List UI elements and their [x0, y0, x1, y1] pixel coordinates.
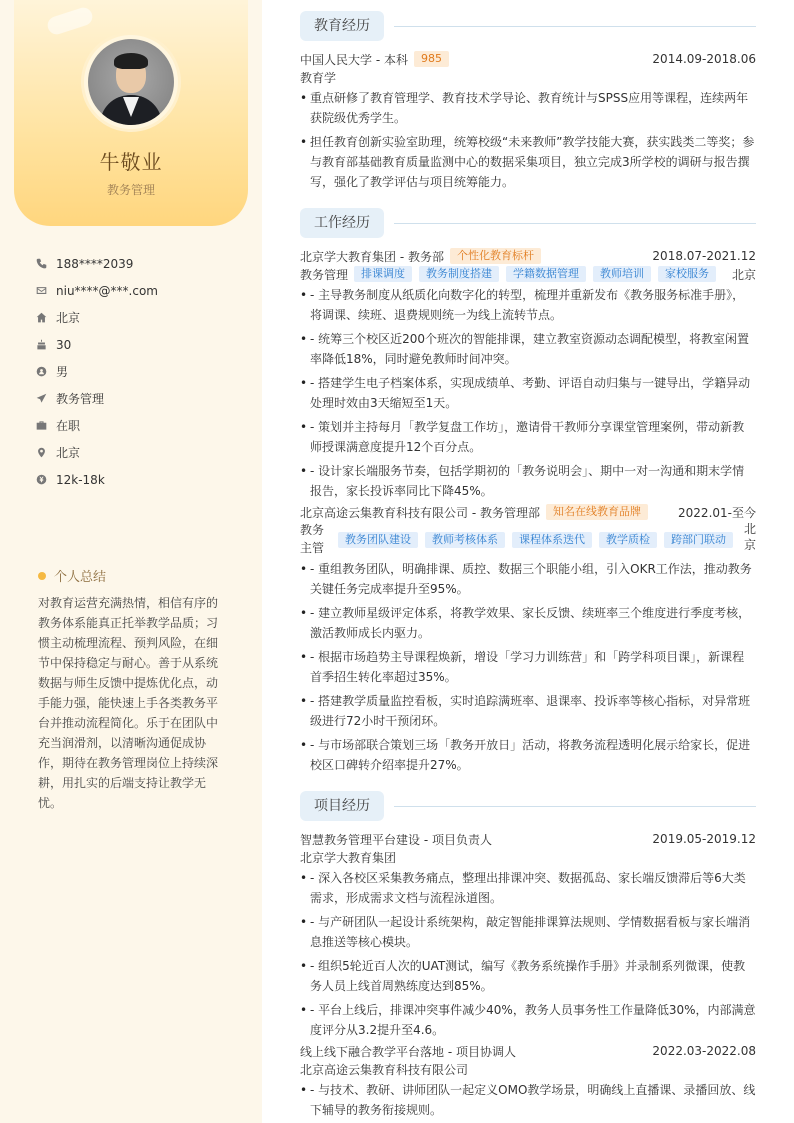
- company-name: 北京高途云集教育科技有限公司 - 教务管理部: [300, 505, 540, 520]
- project-org: 北京学大教育集团: [300, 850, 397, 865]
- project-entry: [300, 1042, 756, 1120]
- contact-email: [36, 277, 246, 304]
- project-name: 智慧教务管理平台建设 - 项目负责人: [300, 832, 492, 847]
- divider: [394, 806, 756, 807]
- skill-tag: 教学质检: [599, 532, 657, 548]
- section-work-header: [300, 208, 756, 238]
- bullet-dot-icon: [38, 572, 46, 580]
- education-entry: [300, 50, 756, 192]
- education-bullets: [300, 88, 756, 192]
- education-major: 教育学: [300, 70, 337, 85]
- job-position: 教务管理: [300, 267, 349, 282]
- skill-tag: 教务制度搭建: [419, 266, 499, 282]
- list-item: • - 与技术、教研、讲师团队一起定义OMO教学场景，明确线上直播课、录播回放、线下辅导的教务衔接规则。: [300, 1080, 756, 1120]
- project-date: 2019.05-2019.12: [652, 832, 756, 846]
- skill-tag: 课程体系迭代: [512, 532, 592, 548]
- company-badge: 个性化教育标杆: [450, 248, 541, 264]
- profile-name: 牛敬业: [99, 150, 163, 174]
- job-entry: [300, 247, 756, 501]
- list-item: • - 设计家长端服务节奏，包括学期初的「教务说明会」、期中一对一沟通和期末学情报告，家长投诉率同比下降45%。: [300, 461, 756, 501]
- company-name: 北京学大教育集团 - 教务部: [300, 249, 444, 264]
- contact-value: 北京: [56, 311, 81, 325]
- send-icon: [36, 393, 47, 404]
- skill-tag: 排课调度: [354, 266, 412, 282]
- divider: [394, 223, 756, 224]
- project-entry: [300, 830, 756, 1040]
- project-date: 2022.03-2022.08: [652, 1044, 756, 1058]
- job-date: 2018.07-2021.12: [652, 249, 756, 263]
- list-item: • - 根据市场趋势主导课程焕新，增设「学习力训练营」和「跨学科项目课」，新课程首季招生转化率超过35%。: [300, 647, 756, 687]
- education-date: 2014.09-2018.06: [652, 52, 756, 66]
- summary-heading: [38, 566, 106, 585]
- contact-status: [36, 412, 246, 439]
- list-item: • - 与市场部联合策划三场「教务开放日」活动，将教务流程透明化展示给家长，促进校区口碑转介绍率提升27%。: [300, 735, 756, 775]
- contact-gender: [36, 358, 246, 385]
- profile-role: 教务管理: [106, 183, 155, 197]
- mail-icon: [36, 285, 47, 296]
- contact-value: 男: [56, 365, 69, 379]
- job-city: 北 京: [743, 522, 756, 552]
- skill-tag: 家校服务: [658, 266, 716, 282]
- contact-location: [36, 439, 246, 466]
- contact-salary: [36, 466, 246, 493]
- job-position: 教务 主管: [300, 523, 325, 555]
- briefcase-icon: [36, 420, 47, 431]
- contact-value: 在职: [56, 419, 81, 433]
- contact-value: 12k-18k: [56, 472, 105, 487]
- contact-hometown: [36, 304, 246, 331]
- list-item: • 重点研修了教育管理学、教育技术学导论、教育统计与SPSS应用等课程，连续两年获院级优秀学生。: [300, 88, 756, 128]
- school-name: 中国人民大学 - 本科: [300, 52, 408, 67]
- job-bullets: [300, 559, 756, 775]
- section-title: 教育经历: [300, 11, 384, 41]
- skill-tag: 跨部门联动: [664, 532, 733, 548]
- summary-title: 个人总结: [54, 570, 107, 585]
- skill-tag: 教师考核体系: [425, 532, 505, 548]
- list-item: • - 统筹三个校区近200个班次的智能排课，建立教室资源动态调配模型，将教室闲置率降低18%，同时避免教师时间冲突。: [300, 329, 756, 369]
- sidebar: [0, 0, 262, 1123]
- avatar: [88, 39, 174, 125]
- section-projects-header: [300, 791, 756, 821]
- school-badge: 985: [414, 51, 449, 67]
- section-education-header: [300, 11, 756, 41]
- list-item: • - 搭建学生电子档案体系，实现成绩单、考勤、评语自动归集与一键导出，学籍异动处理时效由3天缩短至1天。: [300, 373, 756, 413]
- list-item: • - 与产研团队一起设计系统架构，敲定智能排课算法规则、学情数据看板与家长端消息推送等核心模块。: [300, 912, 756, 952]
- job-bullets: [300, 285, 756, 501]
- contact-value: 教务管理: [56, 392, 105, 406]
- contact-phone: [36, 250, 246, 277]
- project-org: 北京高途云集教育科技有限公司: [300, 1062, 469, 1077]
- list-item: • - 建立教师星级评定体系，将教学效果、家长反馈、续班率三个维度进行季度考核，激活教师成长内驱力。: [300, 603, 756, 643]
- job-date: 2022.01-至今: [678, 505, 756, 520]
- job-entry: [300, 503, 756, 775]
- contact-value: 北京: [56, 446, 81, 460]
- contact-target-role: [36, 385, 246, 412]
- summary-text: 对教育运营充满热情，相信有序的教务体系能真正托举教学品质；习惯主动梳理流程、预判风险，在细节中保持稳定与耐心。善于从系统数据与师生反馈中提炼优化点，动手能力强，能快速上手各类教务平台并推动流程简化。乐于在团队中充当润滑剂，以清晰沟通促成协作，期待在教务管理岗位上持续深耕，用扎实的后端支持让教学无忧。: [38, 596, 219, 810]
- project-bullets: [300, 1080, 756, 1120]
- project-name: 线上线下融合教学平台落地 - 项目协调人: [300, 1044, 516, 1059]
- list-item: • - 平台上线后，排课冲突事件减少40%，教务人员事务性工作量降低30%，内部满意度评分从3.2提升至4.6。: [300, 1000, 756, 1040]
- avatar-frame: [84, 35, 178, 129]
- list-item: • - 主导教务制度从纸质化向数字化的转型，梳理并重新发布《教务服务标准手册》，将调课、续班、退费规则统一为线上流转节点。: [300, 285, 756, 325]
- skill-tag: 教师培训: [593, 266, 651, 282]
- decorative-shape: [45, 5, 94, 36]
- divider: [394, 26, 756, 27]
- skill-tag: 教务团队建设: [338, 532, 418, 548]
- contact-age: [36, 331, 246, 358]
- list-item: • - 重组教务团队，明确排课、质控、数据三个职能小组，引入OKR工作法，推动教务关键任务完成率提升至95%。: [300, 559, 756, 599]
- skill-tag: 学籍数据管理: [506, 266, 586, 282]
- list-item: • - 深入各校区采集教务痛点，整理出排课冲突、数据孤岛、家长端反馈滞后等6大类需求，形成需求文档与流程泳道图。: [300, 868, 756, 908]
- gender-icon: [36, 366, 47, 377]
- company-badge: 知名在线教育品牌: [546, 504, 648, 520]
- home-icon: [36, 312, 47, 323]
- list-item: • - 策划并主持每月「教学复盘工作坊」，邀请骨干教师分享课堂管理案例，带动新教师授课满意度提升12个百分点。: [300, 417, 756, 457]
- job-city: 北京: [731, 267, 756, 282]
- contact-value: 188****2039: [56, 256, 134, 271]
- phone-icon: [36, 258, 47, 269]
- location-icon: [36, 447, 47, 458]
- contact-list: [36, 250, 246, 493]
- section-title: 工作经历: [300, 208, 384, 238]
- list-item: • - 组织5轮近百人次的UAT测试，编写《教务系统操作手册》并录制系列微课，使教务人员上线首周熟练度达到85%。: [300, 956, 756, 996]
- list-item: • - 搭建教学质量监控看板，实时追踪满班率、退课率、投诉率等核心指标，对异常班级进行72小时干预闭环。: [300, 691, 756, 731]
- contact-value: niu****@***.com: [56, 283, 158, 298]
- salary-icon: [36, 474, 47, 485]
- cake-icon: [36, 339, 47, 350]
- section-title: 项目经历: [300, 791, 384, 821]
- list-item: • 担任教育创新实验室助理，统筹校级“未来教师”教学技能大赛，获实践类二等奖；参与教育部基础教育质量监测中心的数据采集项目，独立完成3所学校的调研与报告撰写，强化了教学评估与项目统筹能力。: [300, 132, 756, 192]
- project-bullets: [300, 868, 756, 1040]
- contact-value: 30: [56, 337, 72, 352]
